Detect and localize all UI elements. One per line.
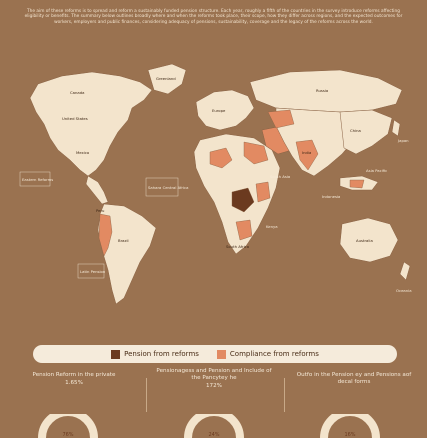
label-australia: Australia <box>356 238 373 243</box>
label-kenya: Kenya <box>266 224 278 229</box>
label-south-asia: South Asia <box>270 174 291 179</box>
label-north-america: United States <box>62 116 88 121</box>
central-america-landmass <box>86 176 108 204</box>
gauge-label: 16% <box>344 432 356 438</box>
label-russia: Russia <box>316 88 329 93</box>
stat-block-2 <box>154 368 274 390</box>
stat-block-1 <box>14 372 134 387</box>
label-brazil: Brazil <box>118 238 129 243</box>
legend-label-pension: Pension from reforms <box>124 350 199 358</box>
legend-item-pension <box>111 350 199 359</box>
label-indonesia: Indonesia <box>322 194 341 199</box>
stat-label: Outfo in the Pension ey and Pensions aof decal forms <box>296 372 412 385</box>
world-map <box>0 42 427 342</box>
label-latin-pension: Latin Pension <box>80 269 106 274</box>
stat-divider <box>146 378 147 412</box>
gauge-label: 76% <box>62 432 74 438</box>
label-india: India <box>302 150 312 155</box>
stat-label: Pensionagess and Pension and Include of the Pancytey he <box>156 368 272 381</box>
gauge-2 <box>182 414 246 438</box>
new-zealand-landmass <box>400 262 410 280</box>
label-sahara-central-africa: Sahara Central Africa <box>148 185 189 190</box>
label-eastern-reforms: Eastern Reforms <box>22 177 54 182</box>
indonesia-reform-region <box>350 180 364 188</box>
intro-text: The aim of these reforms is to spread and reform a sustainably funded pension structure. Each year, roughly a fifth of the countries in the survey introduce reforms affecting eligibility or benefits. The summary below outlines broadly where and when the reforms took place, their scope, how they differ across regions, and the expected outcomes for workers, employers and public finances, considering adequacy of pensions, sustainability, coverage and the legacy of the reforms across the world. <box>24 9 403 25</box>
legend-item-compliance <box>217 350 319 359</box>
stats-panel <box>0 368 427 438</box>
label-peru: Peru <box>96 208 105 213</box>
label-asia-pacific: Asia Pacific <box>366 168 388 173</box>
gauge-1 <box>36 414 100 438</box>
label-canada: Canada <box>70 90 85 95</box>
legend-swatch-light <box>217 350 226 359</box>
label-greenland: Greenland <box>156 76 176 81</box>
stat-label: Pension Reform in the private <box>32 372 116 378</box>
world-map-svg <box>0 42 427 342</box>
legend-swatch-dark <box>111 350 120 359</box>
stat-block-3 <box>290 372 418 387</box>
label-south-africa: South Africa <box>226 244 250 249</box>
label-europe: Europe <box>212 108 226 113</box>
label-japan: Japan <box>398 138 409 143</box>
north-america-landmass <box>30 72 152 176</box>
japan-landmass <box>392 120 400 136</box>
label-oceania: Oceania <box>396 288 412 293</box>
map-legend <box>33 345 397 363</box>
stat-value: 172% <box>206 383 222 389</box>
gauge-label: 24% <box>208 432 220 438</box>
label-mexico: Mexico <box>76 150 90 155</box>
label-china: China <box>350 128 361 133</box>
stat-divider <box>284 378 285 412</box>
stat-value: 1.65% <box>65 380 83 386</box>
gauge-3 <box>318 414 382 438</box>
east-asia-landmass <box>340 110 392 154</box>
legend-label-compliance: Compliance from reforms <box>229 350 319 358</box>
